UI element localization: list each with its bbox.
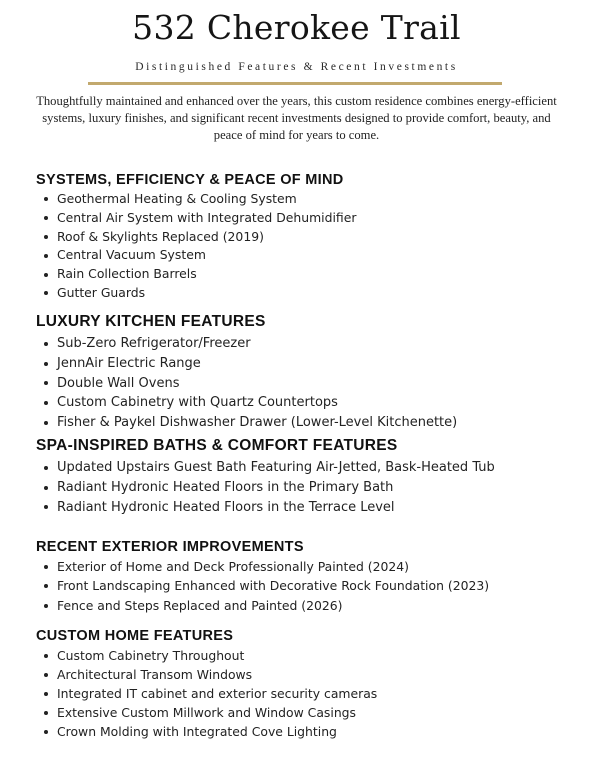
page-subtitle: Distinguished Features & Recent Investments bbox=[135, 61, 458, 73]
list-item: Double Wall Ovens bbox=[36, 374, 457, 394]
page-title: 532 Cherokee Trail bbox=[132, 8, 461, 47]
intro-paragraph: Thoughtfully maintained and enhanced over the years, this custom residence combines energy-efficient systems, luxury finishes, and significant recent investments designed to provide comfort, beauty, and peace of mind for years to come. bbox=[36, 94, 557, 142]
feature-list bbox=[36, 458, 495, 517]
section-baths bbox=[36, 437, 495, 517]
list-item: Rain Collection Barrels bbox=[36, 265, 356, 284]
feature-list bbox=[36, 646, 377, 741]
section-heading: SYSTEMS, EFFICIENCY & PEACE OF MIND bbox=[36, 172, 344, 188]
section-exterior bbox=[36, 539, 489, 615]
feature-list bbox=[36, 190, 356, 303]
section-kitchen bbox=[36, 313, 457, 433]
list-item: Central Vacuum System bbox=[36, 246, 356, 265]
list-item: Updated Upstairs Guest Bath Featuring Air-Jetted, Bask-Heated Tub bbox=[36, 458, 495, 478]
list-item: Radiant Hydronic Heated Floors in the Terrace Level bbox=[36, 498, 495, 518]
gold-divider bbox=[88, 82, 502, 85]
section-systems bbox=[36, 172, 356, 303]
list-item: Sub-Zero Refrigerator/Freezer bbox=[36, 334, 457, 354]
list-item: Fisher & Paykel Dishwasher Drawer (Lower-Level Kitchenette) bbox=[36, 413, 457, 433]
list-item: JennAir Electric Range bbox=[36, 354, 457, 374]
list-item: Custom Cabinetry Throughout bbox=[36, 646, 377, 665]
list-item: Geothermal Heating & Cooling System bbox=[36, 190, 356, 209]
section-heading: RECENT EXTERIOR IMPROVEMENTS bbox=[36, 539, 304, 555]
list-item: Custom Cabinetry with Quartz Countertops bbox=[36, 393, 457, 413]
list-item: Radiant Hydronic Heated Floors in the Primary Bath bbox=[36, 478, 495, 498]
section-custom-home bbox=[36, 628, 377, 741]
list-item: Architectural Transom Windows bbox=[36, 665, 377, 684]
list-item: Roof & Skylights Replaced (2019) bbox=[36, 228, 356, 247]
section-heading: LUXURY KITCHEN FEATURES bbox=[36, 313, 266, 330]
list-item: Fence and Steps Replaced and Painted (2026) bbox=[36, 596, 489, 615]
feature-list bbox=[36, 557, 489, 615]
list-item: Central Air System with Integrated Dehumidifier bbox=[36, 209, 356, 228]
list-item: Gutter Guards bbox=[36, 284, 356, 303]
section-heading: CUSTOM HOME FEATURES bbox=[36, 628, 234, 644]
section-heading: SPA-INSPIRED BATHS & COMFORT FEATURES bbox=[36, 437, 398, 454]
list-item: Crown Molding with Integrated Cove Lighting bbox=[36, 722, 377, 741]
list-item: Front Landscaping Enhanced with Decorative Rock Foundation (2023) bbox=[36, 576, 489, 595]
feature-list bbox=[36, 334, 457, 433]
list-item: Integrated IT cabinet and exterior security cameras bbox=[36, 684, 377, 703]
list-item: Extensive Custom Millwork and Window Casings bbox=[36, 703, 377, 722]
list-item: Exterior of Home and Deck Professionally Painted (2024) bbox=[36, 557, 489, 576]
